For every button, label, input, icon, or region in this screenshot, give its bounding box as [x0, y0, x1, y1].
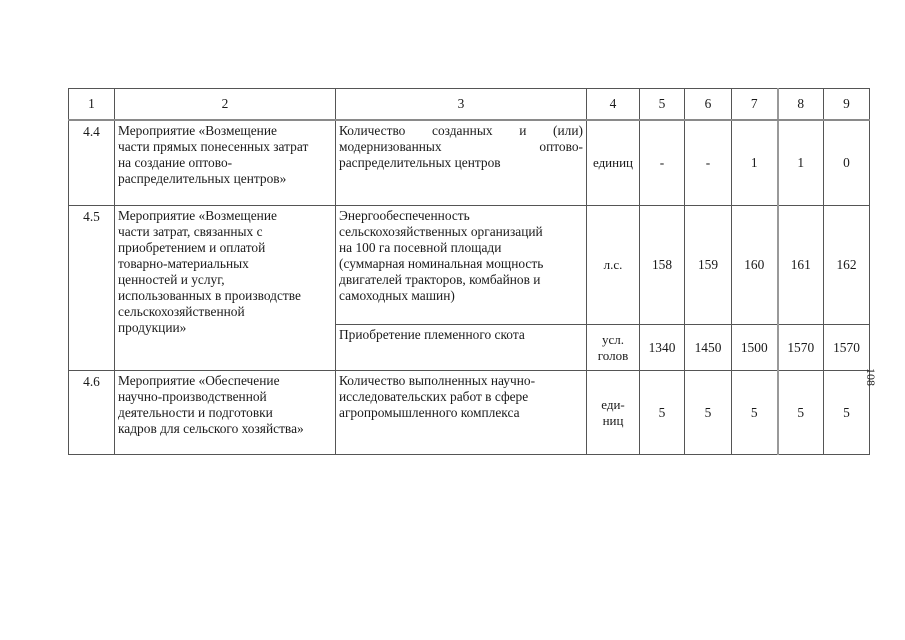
- header-col-8: 8: [778, 89, 824, 121]
- measure-name-line: сельскохозяйственной: [118, 304, 245, 319]
- value-col-7: 1: [732, 120, 778, 206]
- value-col-8: 5: [778, 371, 824, 455]
- indicator-line: Энергообеспеченность: [339, 208, 470, 223]
- header-col-5: 5: [640, 89, 685, 121]
- value-col-7: 1500: [732, 325, 778, 371]
- measure-name-line: на создание оптово-: [118, 155, 233, 170]
- header-col-9: 9: [824, 89, 870, 121]
- value-col-8: 161: [778, 206, 824, 325]
- row-number: 4.5: [69, 206, 115, 371]
- unit: л.с.: [587, 206, 640, 325]
- table-row-4-5: [69, 206, 870, 325]
- header-col-1: 1: [69, 89, 115, 121]
- indicator-name: [336, 371, 587, 455]
- measure-name-line: деятельности и подготовки: [118, 405, 273, 420]
- value-col-6: 5: [685, 371, 732, 455]
- indicator-line: на 100 га посевной площади: [339, 240, 502, 255]
- measure-name-line: товарно-материальных: [118, 256, 249, 271]
- value-col-5: 1340: [640, 325, 685, 371]
- word: и: [519, 123, 527, 138]
- measure-name-line: части затрат, связанных с: [118, 224, 263, 239]
- measure-name-line: приобретением и оплатой: [118, 240, 266, 255]
- value-col-5: 158: [640, 206, 685, 325]
- unit: [587, 371, 640, 455]
- value-col-7: 160: [732, 206, 778, 325]
- measure-name-line: использованных в производстве: [118, 288, 301, 303]
- indicator-line: самоходных машин): [339, 288, 455, 303]
- measure-name-line: ценностей и услуг,: [118, 272, 225, 287]
- row-number: 4.4: [69, 120, 115, 206]
- measure-name: [115, 206, 336, 371]
- value-col-6: 1450: [685, 325, 732, 371]
- table-row-4-4: [69, 120, 870, 206]
- indicator-line: двигателей тракторов, комбайнов и: [339, 272, 541, 287]
- word: оптово-: [539, 139, 583, 154]
- indicator-line: (суммарная номинальная мощность: [339, 256, 544, 271]
- indicator-name: [336, 325, 587, 371]
- header-col-3: 3: [336, 89, 587, 121]
- value-col-6: -: [685, 120, 732, 206]
- word: Количество: [339, 123, 406, 138]
- indicator-line: [339, 123, 583, 139]
- value-col-7: 5: [732, 371, 778, 455]
- value-col-9: 0: [824, 120, 870, 206]
- row-number: 4.6: [69, 371, 115, 455]
- measure-name-line: Мероприятие «Возмещение: [118, 208, 277, 223]
- indicator-line: Количество выполненных научно-: [339, 373, 536, 388]
- unit-line: еди-: [601, 396, 625, 412]
- measure-name: [115, 371, 336, 455]
- indicators-table: [68, 88, 870, 455]
- indicator-line: Приобретение племенного скота: [339, 327, 525, 342]
- indicator-name: [336, 120, 587, 206]
- unit-line: ниц: [602, 412, 624, 428]
- header-col-2: 2: [115, 89, 336, 121]
- value-col-5: 5: [640, 371, 685, 455]
- measure-name-line: кадров для сельского хозяйства»: [118, 421, 304, 436]
- header-col-6: 6: [685, 89, 732, 121]
- unit: [587, 325, 640, 371]
- header-col-7: 7: [732, 89, 778, 121]
- value-col-9: 1570: [824, 325, 870, 371]
- unit-line: усл.: [601, 331, 624, 347]
- measure-name-line: части прямых понесенных затрат: [118, 139, 309, 154]
- unit-line: голов: [597, 347, 629, 363]
- word: созданных: [432, 123, 493, 138]
- value-col-8: 1: [778, 120, 824, 206]
- measure-name: [115, 120, 336, 206]
- page-number: 108: [864, 368, 878, 386]
- value-col-5: -: [640, 120, 685, 206]
- measure-name-line: Мероприятие «Обеспечение: [118, 373, 280, 388]
- word: (или): [553, 123, 583, 138]
- measure-name-line: Мероприятие «Возмещение: [118, 123, 277, 138]
- measure-name-line: научно-производственной: [118, 389, 267, 404]
- indicator-line: [339, 139, 583, 155]
- indicator-line: [339, 155, 583, 171]
- unit: единиц: [587, 120, 640, 206]
- value-col-6: 159: [685, 206, 732, 325]
- indicator-line: агропромышленного комплекса: [339, 405, 520, 420]
- header-row: [69, 89, 870, 121]
- word: распределительных центров: [339, 155, 501, 170]
- measure-name-line: продукции»: [118, 320, 187, 335]
- table-row-4-6: [69, 371, 870, 455]
- measure-name-line: распределительных центров»: [118, 171, 287, 186]
- value-col-8: 1570: [778, 325, 824, 371]
- value-col-9: 162: [824, 206, 870, 325]
- indicator-line: исследовательских работ в сфере: [339, 389, 529, 404]
- word: модернизованных: [339, 139, 442, 154]
- indicator-name: [336, 206, 587, 325]
- indicator-line: сельскохозяйственных организаций: [339, 224, 543, 239]
- header-col-4: 4: [587, 89, 640, 121]
- value-col-9: 5: [824, 371, 870, 455]
